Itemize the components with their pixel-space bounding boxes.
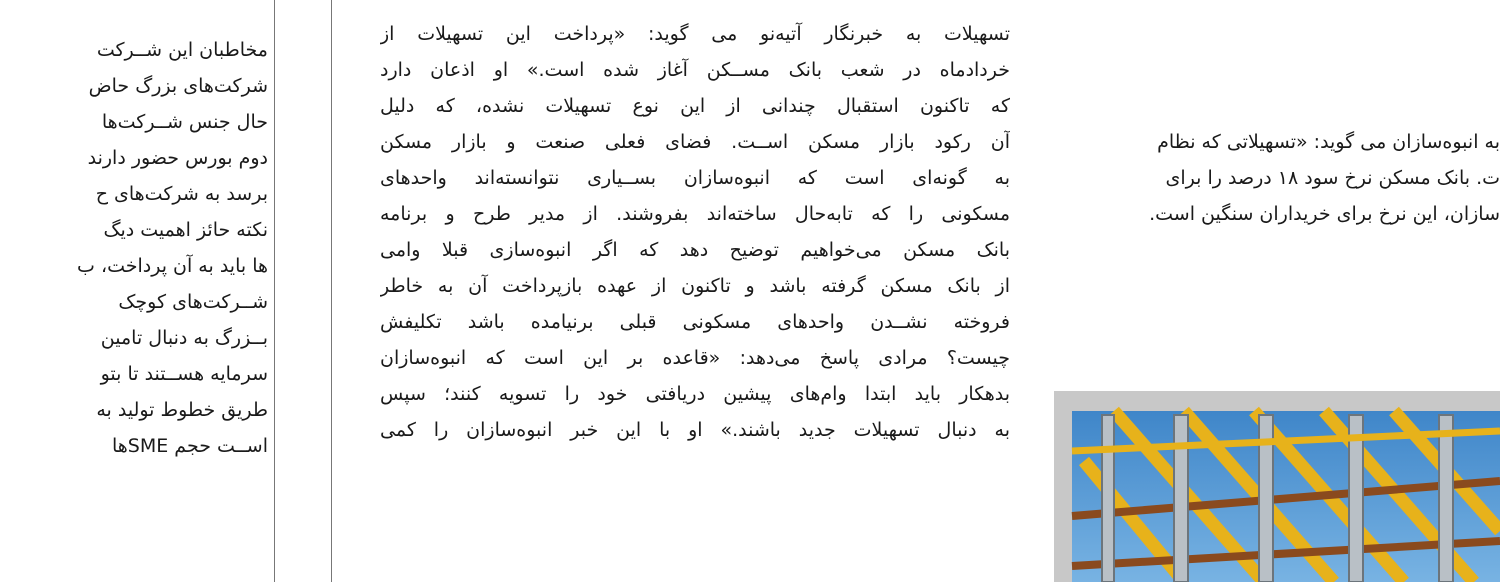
text-line: که تاکنون استقبال چندانی از این نوع تسهیلات نشده، که دلیل (380, 95, 1010, 117)
text-line: به دنبال تسهیلات جدید باشند.» او با این خبر انبوه‌سازان را کمی (380, 419, 1010, 441)
text-line: بانک مسکن می‌خواهیم توضیح دهد که اگر انبوه‌سازی قبلا وامی (380, 239, 1010, 261)
text-line: بــزرگ به دنبال تامین (100, 327, 268, 349)
text-line: ها باید به آن پرداخت، ب (77, 255, 268, 277)
left-text-column (0, 0, 268, 500)
text-line: آن رکود بازار مسکن اســت. فضای فعلی صنعت و بازار مسکن (380, 131, 1010, 153)
text-line: حال جنس شــرکت‌ها (101, 111, 268, 133)
text-line: اســت حجم SMEها (111, 435, 268, 457)
text-line: سرمایه هســتند تا بتو (100, 363, 268, 385)
text-line: شــرکت‌های کوچک (118, 291, 268, 313)
text-line: طریق خطوط تولید به (96, 399, 268, 421)
middle-text-column (380, 0, 1010, 484)
text-line: ت. بانک مسکن نرخ سود ۱۸ درصد را برای (1165, 167, 1500, 189)
text-line: تسهیلات به خبرنگار آتیه‌نو می گوید: «پرداخت این تسهیلات از (380, 23, 1010, 45)
text-line: مخاطبان این شــرکت (96, 39, 268, 61)
text-line: به گونه‌ای است که انبوه‌سازان بســیاری نتوانسته‌اند واحدهای (380, 167, 1010, 189)
text-line: شرکت‌های بزرگ حاض (88, 75, 268, 97)
text-line: بدهکار باید ابتدا وام‌های پیشین دریافتی خود را تسویه کنند؛ سپس (380, 383, 1010, 405)
text-line: به انبوه‌سازان می گوید: «تسهیلاتی که نظام (1157, 131, 1500, 153)
column-divider-left (274, 0, 275, 582)
text-line (380, 0, 1010, 16)
text-line: مسکونی را که تابه‌حال ساخته‌اند بفروشند. از مدیر طرح و برنامه (380, 203, 1010, 225)
text-line: برسد به شرکت‌های ح (95, 183, 268, 205)
text-line: چیست؟ مرادی پاسخ می‌دهد: «قاعده بر این است که انبوه‌سازان (380, 347, 1010, 369)
column-divider-middle (331, 0, 332, 582)
construction-photo (1054, 391, 1500, 582)
text-line (0, 464, 268, 500)
right-text-column (1062, 0, 1500, 232)
text-line: نکته حائز اهمیت دیگ (103, 219, 268, 241)
text-line: دوم بورس حضور دارند (87, 147, 268, 169)
text-line (380, 448, 1010, 484)
text-line (1062, 0, 1500, 16)
text-line: فروخته نشــدن واحدهای مسکونی قبلی برنیامده باشد تکلیفش (380, 311, 1010, 333)
text-line: سازان، این نرخ برای خریداران سنگین است. (1149, 203, 1500, 225)
text-line (0, 0, 268, 32)
text-line: از بانک مسکن گرفته باشد و تاکنون از عهده بازپرداخت آن به خاطر (380, 275, 1010, 297)
text-line: خردادماه در شعب بانک مســکن آغاز شده است.» او اذعان دارد (380, 59, 1010, 81)
